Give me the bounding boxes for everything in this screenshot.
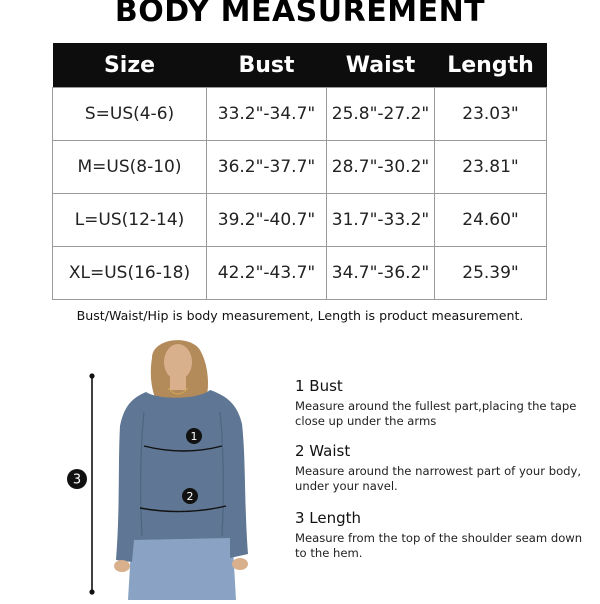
cell-size: M=US(8-10) <box>53 141 207 194</box>
header-waist: Waist <box>327 43 435 88</box>
bust-marker <box>186 428 202 444</box>
guide-waist <box>295 442 595 494</box>
svg-text:3: 3 <box>72 472 82 488</box>
cell-length: 25.39" <box>435 247 547 300</box>
cell-bust: 42.2"-43.7" <box>207 247 327 300</box>
waist-marker <box>182 488 198 504</box>
page-title: BODY MEASUREMENT <box>114 0 486 29</box>
cell-bust: 36.2"-37.7" <box>207 141 327 194</box>
table-row <box>53 247 547 300</box>
right-hand <box>232 558 248 570</box>
cell-waist: 25.8"-27.2" <box>327 88 435 141</box>
cell-bust: 33.2"-34.7" <box>207 88 327 141</box>
length-marker <box>67 469 87 489</box>
neck-shape <box>170 374 186 390</box>
header-length: Length <box>435 43 547 88</box>
guide-waist-desc: Measure around the narrowest part of your body, under your navel. <box>295 464 582 493</box>
length-line <box>89 373 94 594</box>
guide-length-desc: Measure from the top of the shoulder seam down to the hem. <box>295 531 583 560</box>
cell-size: XL=US(16-18) <box>53 247 207 300</box>
svg-text:1: 1 <box>190 430 198 443</box>
cell-waist: 28.7"-30.2" <box>327 141 435 194</box>
cell-length: 23.03" <box>435 88 547 141</box>
table-row <box>53 141 547 194</box>
size-table <box>52 43 547 300</box>
cell-size: L=US(12-14) <box>53 194 207 247</box>
jeans-shape <box>128 530 236 600</box>
header-bust: Bust <box>207 43 327 88</box>
cell-bust: 39.2"-40.7" <box>207 194 327 247</box>
model-illustration <box>60 340 290 600</box>
header-size: Size <box>53 43 207 88</box>
svg-text:2: 2 <box>186 490 194 503</box>
guide-bust-title: 1 Bust <box>295 377 343 395</box>
cell-size: S=US(4-6) <box>53 88 207 141</box>
guide-waist-title: 2 Waist <box>295 442 351 460</box>
cell-waist: 34.7"-36.2" <box>327 247 435 300</box>
cell-length: 23.81" <box>435 141 547 194</box>
guide-bust <box>295 377 595 429</box>
guide-length <box>295 509 595 561</box>
cell-length: 24.60" <box>435 194 547 247</box>
table-row <box>53 88 547 141</box>
measurement-note: Bust/Waist/Hip is body measurement, Length is product measurement. <box>76 308 524 323</box>
left-hand <box>114 560 130 572</box>
guide-bust-desc: Measure around the fullest part,placing the tape close up under the arms <box>295 399 577 428</box>
model-figure <box>60 340 290 600</box>
table-header-row <box>53 43 547 88</box>
cell-waist: 31.7"-33.2" <box>327 194 435 247</box>
shirt-shape <box>116 390 248 562</box>
table-row <box>53 194 547 247</box>
guide-length-title: 3 Length <box>295 509 362 527</box>
